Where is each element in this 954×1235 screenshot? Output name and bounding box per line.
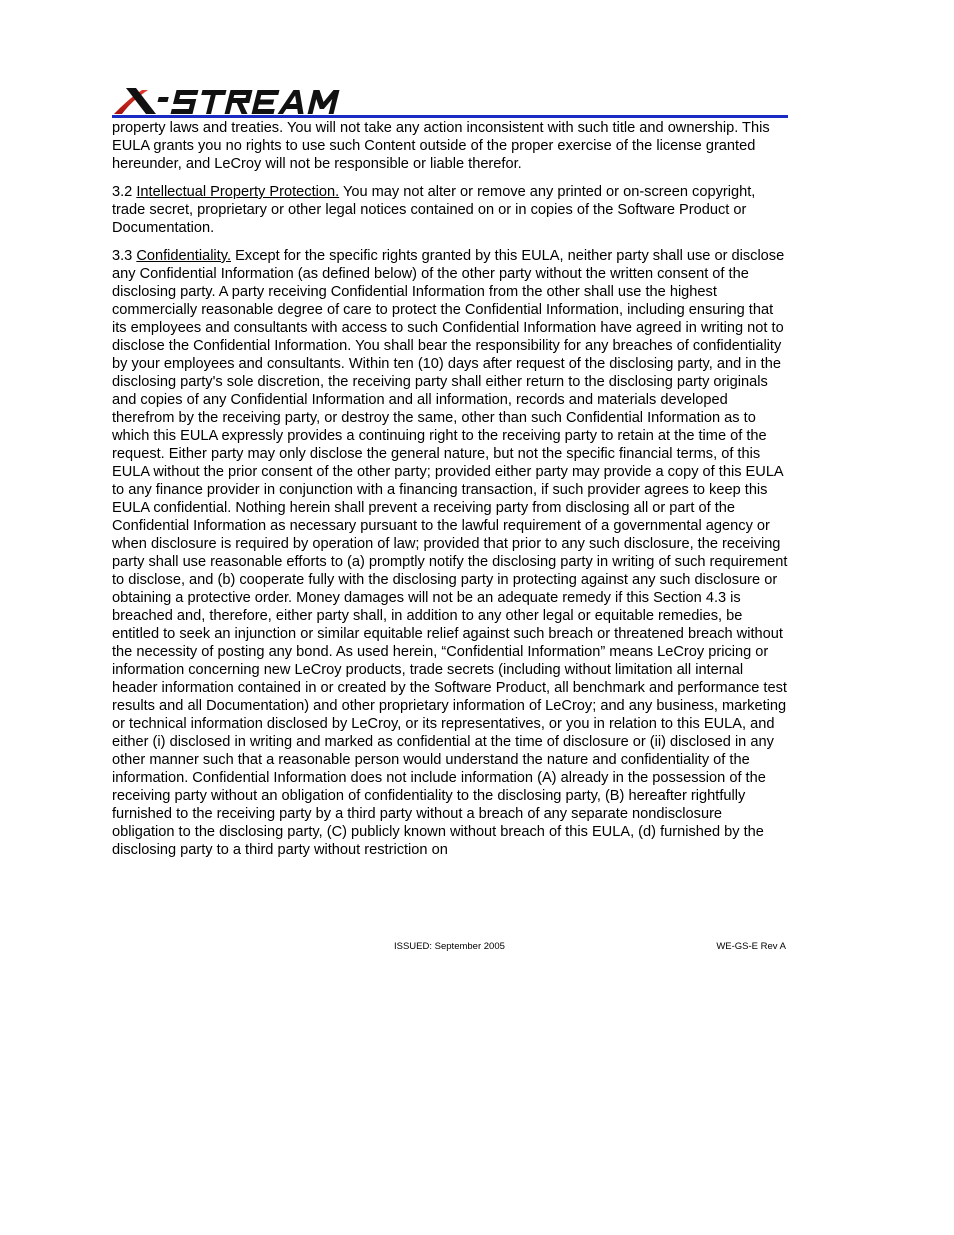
section-3-3-text: Except for the specific rights granted by this EULA, neither party shall use or disclose any Confidential Information (as defined below) of the other party without the written consent of the disclosing party. A party receiving Confidential Information from the other shall use the highest commercially reasonable degree of care to protect the Confidential Information, including ensuring that its employees and consultants with access to such Confidential Information have agreed in writing not to disclose the Confidential Information. You shall bear the responsibility for any breaches of confidentiality by your employees and consultants. Within ten (10) days after request of the disclosing party, and in the disclosing party's sole discretion, the receiving party shall either return to the disclosing party originals and copies of any Confidential Information and all information, records and materials developed therefrom by the receiving party, or destroy the same, other than such Confidential Information as to which this EULA expressly provides a continuing right to the receiving party to retain at the time of the request. Either party may only disclose the general nature, but not the specific financial terms, of this EULA without the prior consent of the other party; provided either party may provide a copy of this EULA to any finance provider in conjunction with a financing transaction, if such provider agrees to keep this EULA confidential. Nothing herein shall prevent a receiving party from disclosing all or part of the Confidential Information as necessary pursuant to the lawful requirement of a governmental agency or when disclosure is required by operation of law; provided that prior to any such disclosure, the receiving party shall use reasonable efforts to (a) promptly notify the disclosing party in writing of such requirement to disclose, and (b) cooperate fully with the disclosing party in protecting against any such disclosure or obtaining a protective order. Money damages will not be an adequate remedy if this Section 4.3 is breached and, therefore, either party shall, in addition to any other legal or equitable remedies, be entitled to seek an injunction or similar equitable relief against such breach or threatened breach without the necessity of posting any bond. As used herein, “Confidential Information” means LeCroy pricing or information concerning new LeCroy products, trade secrets (including without limitation all internal header information contained in or created by the Software Product, all benchmark and performance test results and all Documentation) and other proprietary information of LeCroy; and any business, marketing or technical information disclosed by LeCroy, or its representatives, or you in relation to this EULA, and either (i) disclosed in writing and marked as confidential at the time of disclosure or (ii) disclosed in any other manner such that a reasonable person would understand the nature and confidentiality of the information. Confidential Information does not include information (A) already in the possession of the receiving party without an obligation of confidentiality to the disclosing party, (B) hereafter rightfully furnished to the receiving party by a third party without a breach of any separate nondisclosure obligation to the disclosing party, (C) publicly known without breach of this EULA, (d) furnished by the disclosing party to a third party without restriction on: [112, 248, 788, 858]
xstream-logo: [112, 84, 352, 118]
document-body: [112, 119, 788, 869]
section-3-2-paragraph: [112, 183, 788, 237]
footer-issued-date: ISSUED: September 2005: [394, 941, 505, 952]
intro-text: property laws and treaties. You will not take any action inconsistent with such title and ownership. This EULA grants you no rights to use such Content outside of the proper exercise of the license granted hereunder, and LeCroy will not be responsible or liable therefor.: [112, 120, 770, 172]
section-3-3-paragraph: [112, 247, 788, 859]
section-3-3-heading: Confidentiality.: [136, 248, 231, 264]
section-3-2-text: You may not alter or remove any printed or on-screen copyright, trade secret, proprietary or other legal notices contained on or in copies of the Software Product or Documentation.: [112, 184, 756, 236]
header-rule: [112, 115, 788, 118]
section-3-3-number: 3.3: [112, 248, 133, 264]
page-header: [112, 84, 788, 120]
section-3-2-heading: Intellectual Property Protection.: [136, 184, 340, 200]
intro-paragraph: [112, 119, 788, 173]
footer-document-id: WE-GS-E Rev A: [716, 941, 786, 952]
section-3-2-number: 3.2: [112, 184, 133, 200]
